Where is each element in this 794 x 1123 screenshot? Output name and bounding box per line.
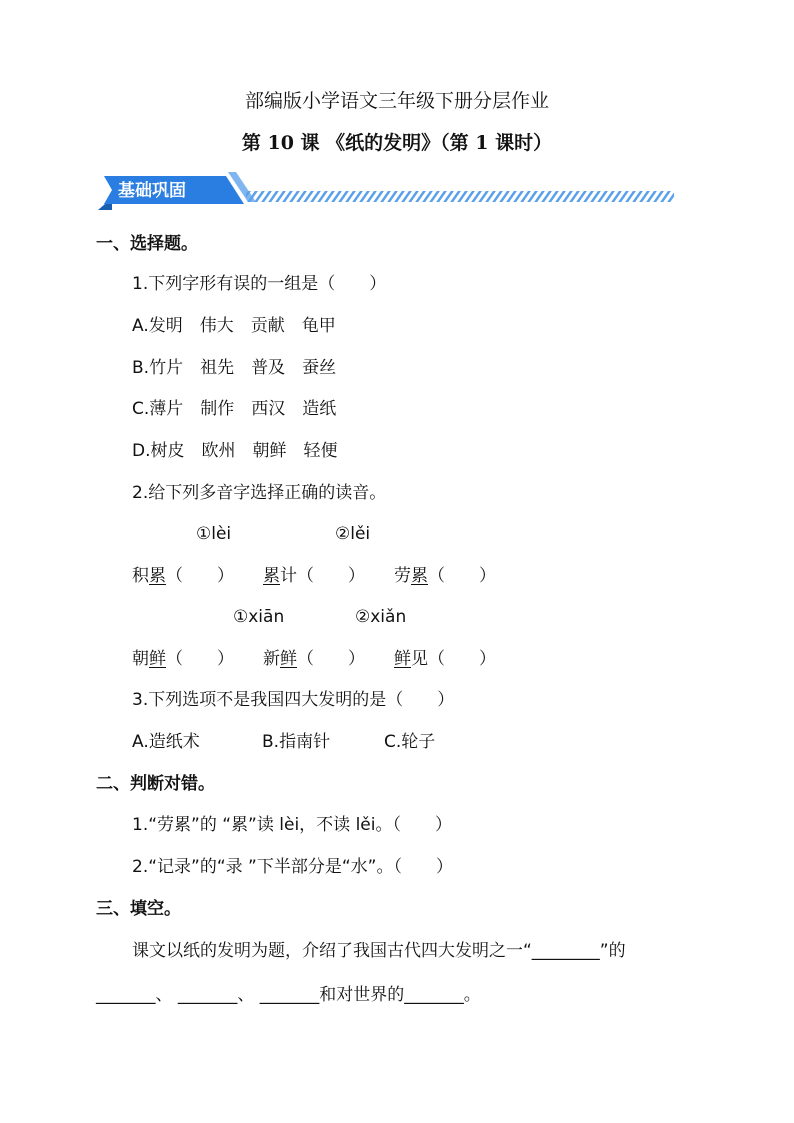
answer-paren: （ ）: [428, 566, 496, 586]
answer-paren: （ ）: [166, 566, 234, 586]
series-title: 部编版小学语文三年级下册分层作业: [244, 90, 549, 112]
section-banner: [96, 168, 681, 214]
xian-word-1: 朝鲜（ ）: [132, 649, 234, 669]
xian-reading-2: ②xiǎn: [355, 607, 407, 627]
answer-paren: （ ）: [166, 649, 234, 669]
section2-heading: 二、判断对错。: [96, 774, 215, 794]
section1-heading: 一、选择题。: [96, 234, 198, 254]
lei-reading-2: ②lěi: [335, 524, 371, 544]
lei-word-1: 积累（ ）: [132, 566, 234, 586]
answer-paren: （ ）: [428, 649, 496, 669]
xian-word-2: 新鲜（ ）: [263, 649, 365, 669]
banner-label: 基础巩固: [118, 181, 186, 201]
xian-reading-1: ①xiān: [233, 607, 285, 627]
banner-graphic: [96, 168, 681, 214]
q3-option-c: C.轮子: [384, 732, 436, 752]
q3-stem: 3.下列选项不是我国四大发明的是（ ）: [132, 690, 455, 710]
fill-line-1: 课文以纸的发明为题，介绍了我国古代四大发明之一“________”的: [132, 941, 626, 961]
lei-word-2: 累计（ ）: [263, 566, 365, 586]
lesson-title: 第 10 课 《纸的发明》（第 1 课时）: [241, 132, 553, 154]
q1-stem: 1.下列字形有误的一组是（ ）: [132, 274, 387, 294]
lei-word-3: 劳累（ ）: [394, 566, 496, 586]
answer-paren: （ ）: [297, 649, 365, 669]
q1-option-b: B.竹片 祖先 普及 蚕丝: [132, 358, 337, 378]
lei-reading-1: ①lèi: [196, 524, 232, 544]
q1-option-c: C.薄片 制作 西汉 造纸: [132, 399, 337, 419]
q1-option-a: A.发明 伟大 贡献 龟甲: [132, 316, 336, 336]
answer-paren: （ ）: [297, 566, 365, 586]
fill-line-2: _______、 _______、 _______和对世界的_______。: [96, 985, 481, 1005]
q1-option-d: D.树皮 欧州 朝鲜 轻便: [132, 441, 338, 461]
judge-item-1: 1.“劳累”的 “累”读 lèi，不读 lěi。（ ）: [132, 815, 452, 835]
xian-word-3: 鲜见（ ）: [394, 649, 496, 669]
judge-item-2: 2.“记录”的“录 ”下半部分是“水”。（ ）: [132, 857, 453, 877]
q2-stem: 2.给下列多音字选择正确的读音。: [132, 483, 387, 503]
q3-option-b: B.指南针: [262, 732, 331, 752]
section3-heading: 三、填空。: [96, 899, 181, 919]
q3-option-a: A.造纸术: [132, 732, 200, 752]
